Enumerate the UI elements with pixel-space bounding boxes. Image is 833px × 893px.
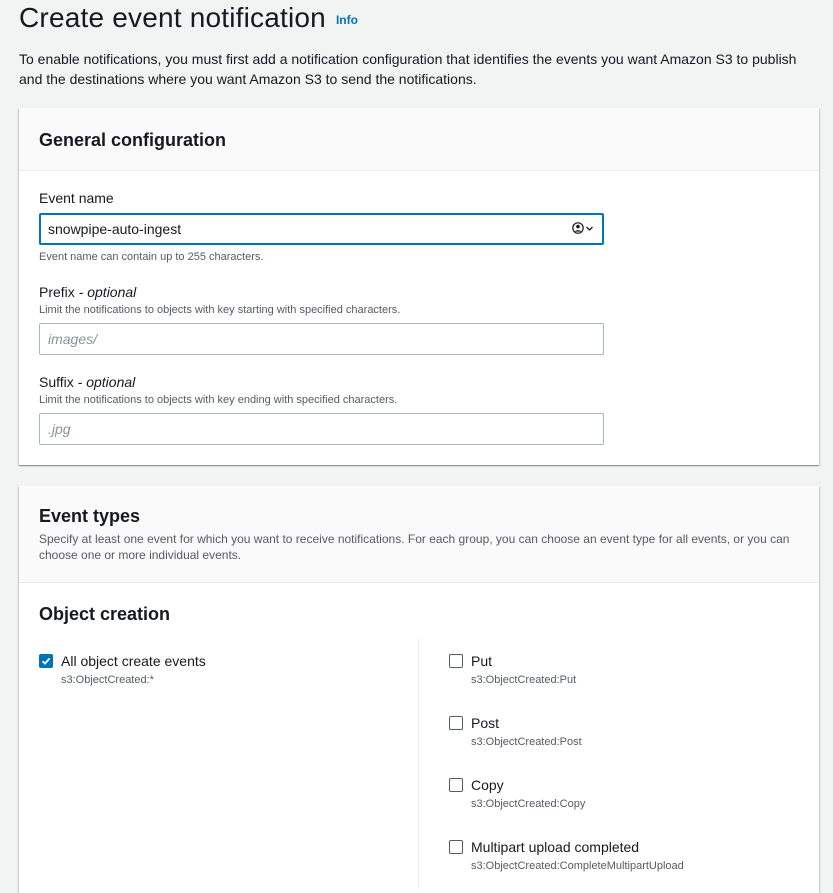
event-name-hint: Event name can contain up to 255 characters. xyxy=(39,251,264,263)
event-types-header xyxy=(19,486,819,583)
post-text xyxy=(471,715,582,749)
general-configuration-panel xyxy=(19,108,819,465)
all-object-create-events-option[interactable] xyxy=(39,653,206,687)
page-description: To enable notifications, you must first add a notification configuration that identifies the events you want Amazon S3 to publish and the destinations where you want Amazon S3 to send the notifications. xyxy=(19,51,797,87)
event-types-title: Event types xyxy=(39,506,141,526)
event-name-input[interactable] xyxy=(39,213,604,245)
prefix-placeholder: images/ xyxy=(48,331,98,347)
info-link[interactable]: Info xyxy=(335,13,358,27)
all-object-create-events-checkbox[interactable] xyxy=(39,654,53,668)
general-configuration-header xyxy=(19,108,819,171)
multipart-upload-completed-option[interactable] xyxy=(449,839,684,873)
object-creation-title: Object creation xyxy=(39,604,171,624)
all-object-create-events-label: All object create events xyxy=(61,653,206,669)
copy-option[interactable] xyxy=(449,777,585,811)
suffix-placeholder: .jpg xyxy=(48,421,71,437)
event-name-label: Event name xyxy=(39,190,114,206)
suffix-label xyxy=(39,374,135,390)
put-option[interactable] xyxy=(449,653,576,687)
general-configuration-title: General configuration xyxy=(39,129,227,150)
event-types-panel xyxy=(19,486,819,893)
prefix-input[interactable] xyxy=(39,323,604,355)
copy-checkbox[interactable] xyxy=(449,778,463,792)
suffix-label-text: Suffix xyxy=(39,374,74,390)
put-label: Put xyxy=(471,653,493,669)
post-option[interactable] xyxy=(449,715,582,749)
prefix-label xyxy=(39,284,136,300)
event-name-value: snowpipe-auto-ingest xyxy=(48,221,182,237)
put-code: s3:ObjectCreated:Put xyxy=(471,674,577,686)
post-checkbox[interactable] xyxy=(449,716,463,730)
copy-code: s3:ObjectCreated:Copy xyxy=(471,798,586,810)
checkmark-icon xyxy=(41,656,51,666)
put-checkbox[interactable] xyxy=(449,654,463,668)
page-header xyxy=(19,2,358,34)
all-object-create-events-text xyxy=(61,653,206,687)
autofill-contact-icon xyxy=(572,222,584,234)
multipart-upload-completed-text xyxy=(471,839,684,873)
page-title: Create event notification xyxy=(19,2,326,33)
suffix-optional-tag: - optional xyxy=(73,374,136,390)
event-types-description: Specify at least one event for which you want to receive notifications. For each group, you can choose an event type for all events, or you can choose one or more individual events. xyxy=(39,532,790,562)
copy-text xyxy=(471,777,585,811)
multipart-upload-completed-code: s3:ObjectCreated:CompleteMultipartUpload xyxy=(471,860,684,872)
autofill-control[interactable] xyxy=(572,222,594,234)
suffix-description: Limit the notifications to objects with key ending with specified characters. xyxy=(39,394,398,406)
put-text xyxy=(471,653,576,687)
multipart-upload-completed-checkbox[interactable] xyxy=(449,840,463,854)
all-object-create-events-code: s3:ObjectCreated:* xyxy=(61,674,154,686)
suffix-input[interactable] xyxy=(39,413,604,445)
post-code: s3:ObjectCreated:Post xyxy=(471,736,582,748)
prefix-label-text: Prefix xyxy=(39,284,75,300)
column-divider xyxy=(418,639,419,889)
copy-label: Copy xyxy=(471,777,504,793)
prefix-optional-tag: - optional xyxy=(74,284,137,300)
prefix-description: Limit the notifications to objects with key starting with specified characters. xyxy=(39,304,401,316)
chevron-down-icon xyxy=(585,224,594,233)
multipart-upload-completed-label: Multipart upload completed xyxy=(471,839,640,855)
post-label: Post xyxy=(471,715,500,731)
